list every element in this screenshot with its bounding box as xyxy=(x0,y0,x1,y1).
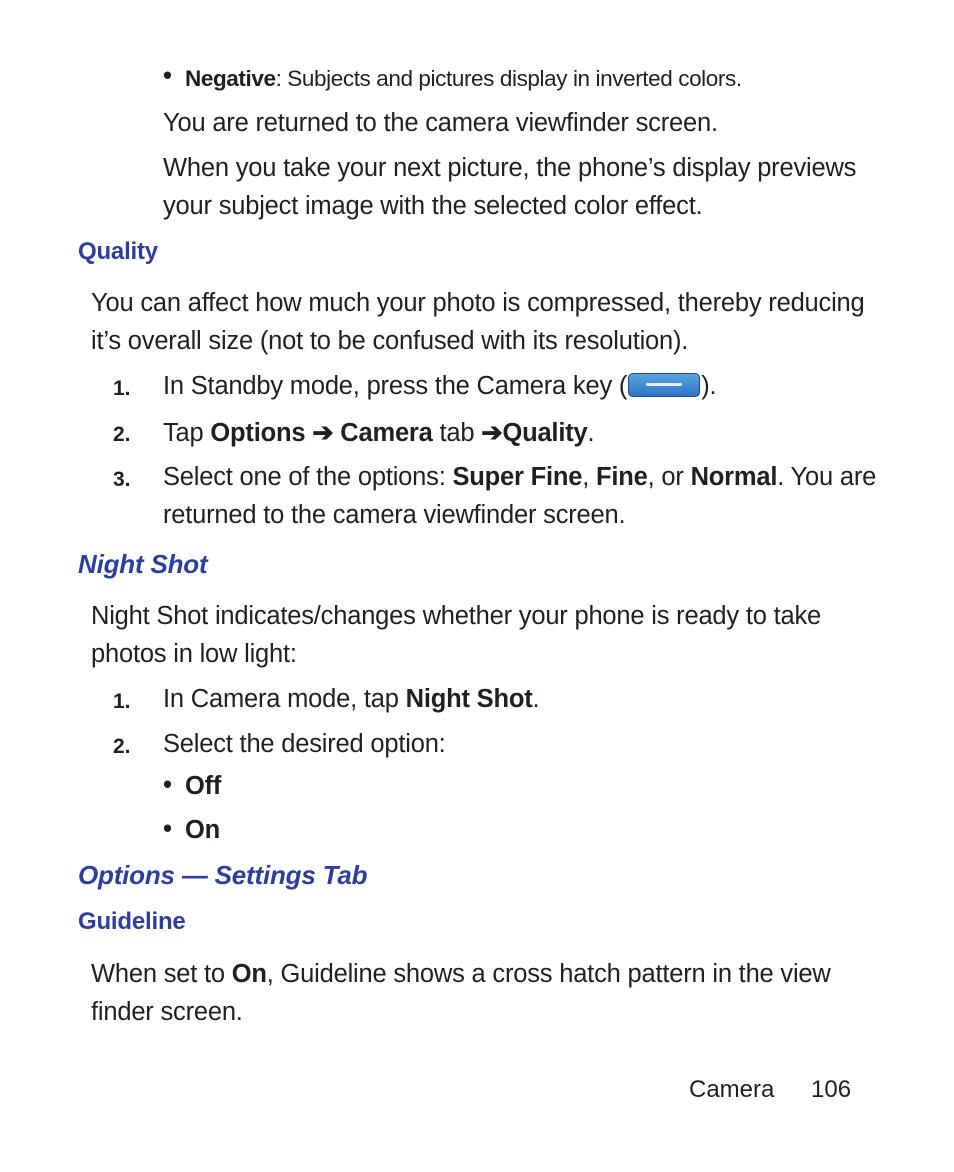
night-step-1-pre: In Camera mode, tap xyxy=(163,685,406,713)
quality-step-1-number: 1. xyxy=(113,377,131,400)
negative-option-line xyxy=(185,66,742,92)
tab-word: tab xyxy=(432,419,482,447)
intro-paragraph-2-line-1: When you take your next picture, the phone’s display previews xyxy=(163,154,857,182)
super-fine-label: Super Fine xyxy=(452,463,583,491)
step-3-pre: Select one of the options: xyxy=(163,463,453,491)
step-2-end: . xyxy=(587,419,595,447)
normal-label: Normal xyxy=(690,463,778,491)
quality-step-3-line-1 xyxy=(163,463,876,492)
night-shot-label: Night Shot xyxy=(405,685,533,713)
quality-step-1 xyxy=(163,372,716,401)
bullet-dot: • xyxy=(163,62,172,90)
quality-step-2-number: 2. xyxy=(113,423,131,446)
night-shot-description-line-2: photos in low light: xyxy=(91,640,297,668)
night-shot-step-2: Select the desired option: xyxy=(163,730,446,758)
guideline-description-line-1 xyxy=(91,960,831,989)
option-on: On xyxy=(185,816,221,844)
night-shot-step-1 xyxy=(163,685,539,714)
step-3-post: . You are xyxy=(777,463,877,491)
on-label: On xyxy=(231,960,267,988)
night-shot-step-1-number: 1. xyxy=(113,690,131,713)
quality-step-3-number: 3. xyxy=(113,468,131,491)
step-3-sep-1: , xyxy=(582,463,597,491)
quality-heading: Quality xyxy=(78,238,158,265)
guideline-pre: When set to xyxy=(91,960,232,988)
bullet-dot: • xyxy=(163,815,172,843)
quality-step-3-line-2: returned to the camera viewfinder screen. xyxy=(163,501,626,529)
arrow-icon: ➔ xyxy=(305,419,341,447)
night-shot-description-line-1: Night Shot indicates/changes whether your phone is ready to take xyxy=(91,602,821,630)
guideline-rest: , Guideline shows a cross hatch pattern in the view xyxy=(266,960,831,988)
quality-description-line-2: it’s overall size (not to be confused with its resolution). xyxy=(91,327,689,355)
night-shot-heading: Night Shot xyxy=(78,549,208,579)
footer-section-name: Camera xyxy=(689,1076,775,1103)
option-off: Off xyxy=(185,772,222,800)
negative-description: : Subjects and pictures display in inverted colors. xyxy=(275,66,742,91)
options-label: Options xyxy=(210,419,306,447)
night-shot-step-2-number: 2. xyxy=(113,735,131,758)
quality-step-1-text: In Standby mode, press the Camera key ( xyxy=(163,372,628,400)
arrow-icon: ➔ xyxy=(481,419,503,447)
step-3-sep-2: , or xyxy=(647,463,691,491)
camera-label: Camera xyxy=(340,419,433,447)
intro-paragraph-1: You are returned to the camera viewfinder screen. xyxy=(163,109,718,137)
guideline-description-line-2: finder screen. xyxy=(91,998,243,1026)
fine-label: Fine xyxy=(596,463,648,491)
negative-label: Negative xyxy=(185,66,276,91)
page-number: 106 xyxy=(811,1076,852,1103)
quality-label: Quality xyxy=(502,419,588,447)
quality-step-2 xyxy=(163,418,594,448)
quality-description-line-1: You can affect how much your photo is compressed, thereby reducing xyxy=(91,289,865,317)
camera-key-icon xyxy=(628,373,700,397)
bullet-dot: • xyxy=(163,771,172,799)
guideline-heading: Guideline xyxy=(78,908,186,935)
intro-paragraph-2-line-2: your subject image with the selected color effect. xyxy=(163,192,703,220)
night-step-1-end: . xyxy=(532,685,540,713)
step-2-tap: Tap xyxy=(163,419,211,447)
quality-step-1-tail: ). xyxy=(701,372,717,400)
settings-tab-heading: Options — Settings Tab xyxy=(78,860,368,890)
